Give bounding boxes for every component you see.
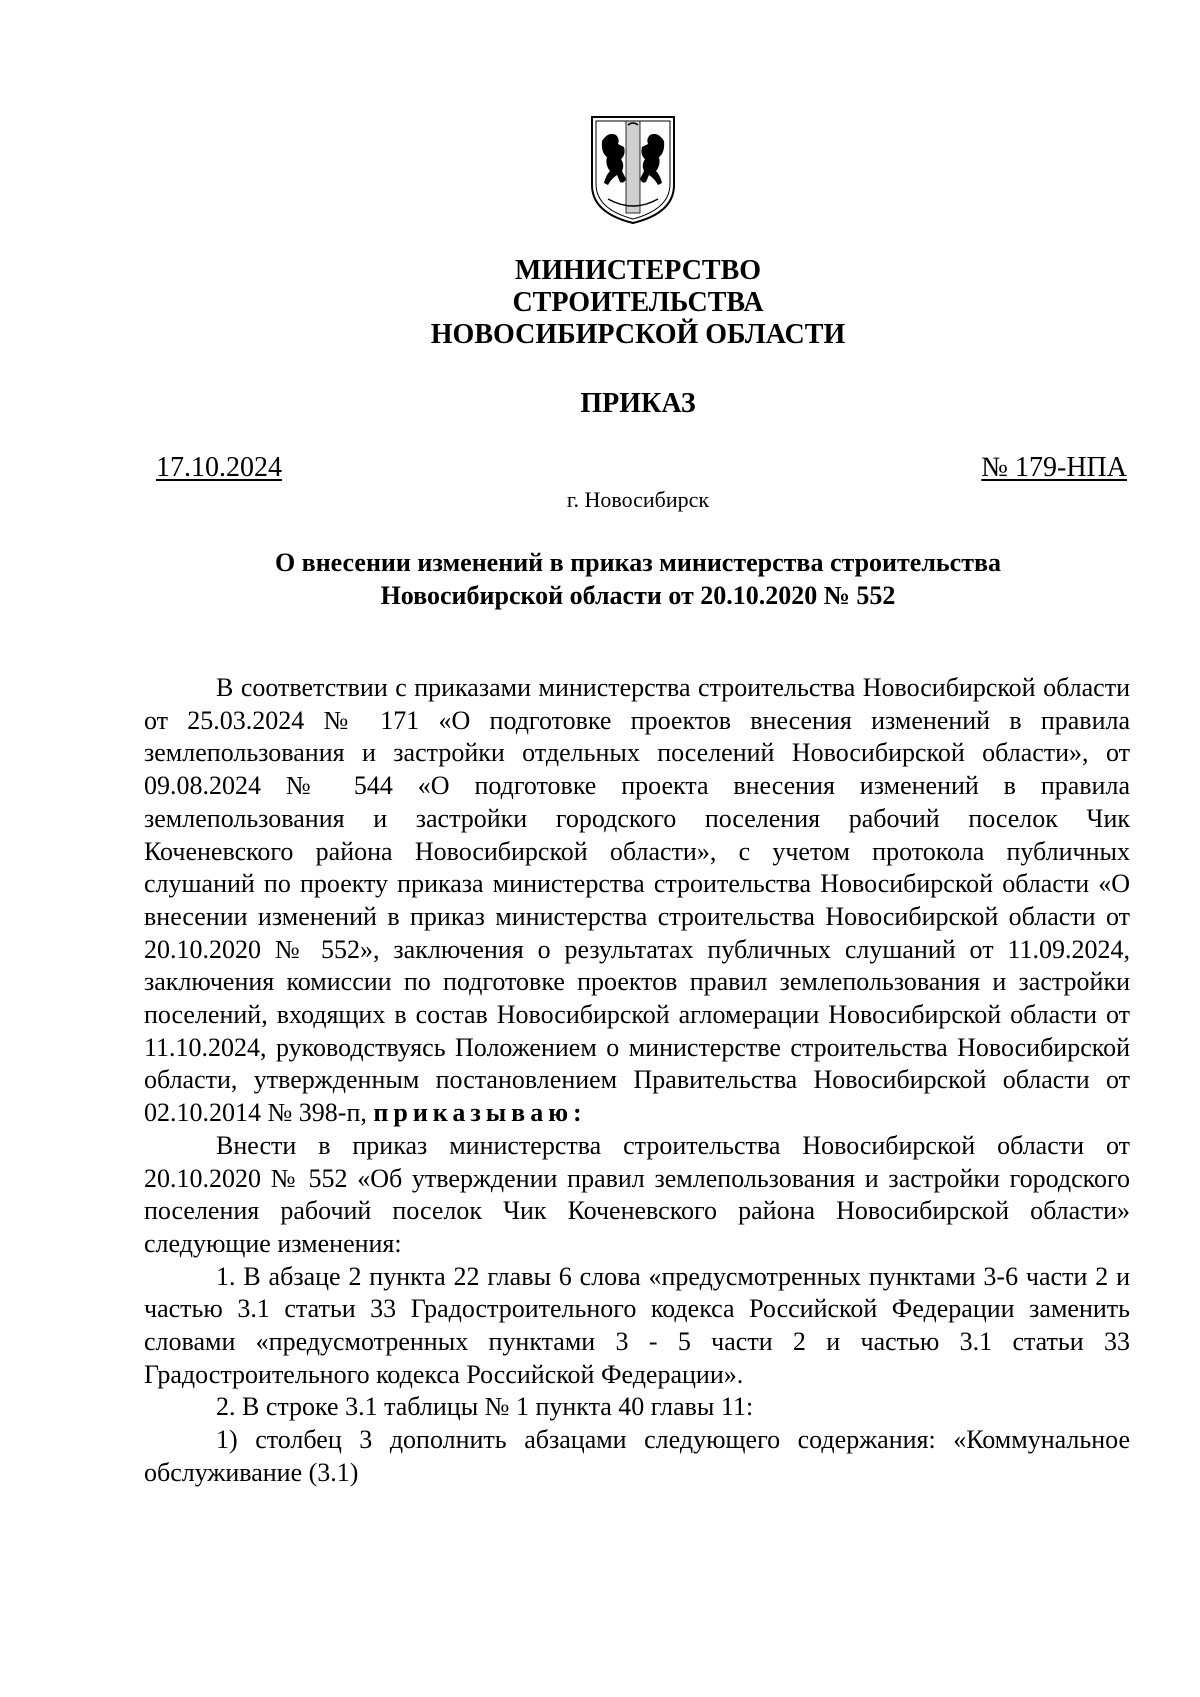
coat-of-arms-icon: [588, 113, 678, 225]
preamble-text: В соответствии с приказами министерства строительства Новосибирской области от 25.03.2024 № 171 «О подготовке проектов внесения изменений в правила землепользования и застройки отдельных поселений Новосибирской области», от 09.08.2024 № 544 «О подготовке проекта внесения изменений в правила землепользования и застройки городского поселения рабочий поселок Чик Коченевского района Новосибирской области», с учетом протокола публичных слушаний по проекту приказа министерства строительства Новосибирской области «О внесении изменений в приказ министерства строительства Новосибирской области от 20.10.2020 № 552», заключения о результатах публичных слушаний от 11.09.2024, заключения комиссии по подготовке проектов правил землепользования и застройки поселений, входящих в состав Новосибирской агломерации Новосибирской области от 11.10.2024, руководствуясь Положением о министерстве строительства Новосибирской области, утвержденным постановлением Правительства Новосибирской области от 02.10.2014 № 398-п,: [144, 673, 1130, 1128]
order-date: 17.10.2024: [156, 452, 282, 483]
amendment-item-2: 2. В строке 3.1 таблицы № 1 пункта 40 главы 11:: [216, 1392, 754, 1422]
order-subject: [0, 546, 1200, 612]
amendment-intro-paragraph: Внести в приказ министерства строительства Новосибирской области от 20.10.2020 № 552 «Об утверждении правил землепользования и застройки городского поселения рабочий поселок Чик Коченевского района Новосибирской области» следующие изменения:: [144, 1130, 1130, 1258]
ministry-line-3: НОВОСИБИРСКОЙ ОБЛАСТИ: [430, 319, 846, 350]
ministry-line-1: МИНИСТЕРСТВО: [514, 255, 762, 286]
subject-line-1: О внесении изменений в приказ министерства строительства: [274, 548, 1002, 577]
ministry-line-2: СТРОИТЕЛЬСТВА: [512, 287, 764, 318]
order-city: г. Новосибирск: [566, 487, 710, 512]
order-title: ПРИКАЗ: [580, 388, 696, 419]
subject-line-2: Новосибирской области от 20.10.2020 № 552: [380, 581, 896, 610]
amendment-item-1: 1. В абзаце 2 пункта 22 главы 6 слова «предусмотренных пунктами 3-6 части 2 и частью 3.1 статьи 33 Градостроительного кодекса Российской Федерации заменить словами «предусмотренных пунктами 3 - 5 части 2 и частью 3.1 статьи 33 Градостроительного кодекса Российской Федерации».: [144, 1261, 1130, 1389]
order-number: № 179-НПА: [981, 452, 1127, 483]
ministry-name: [0, 255, 1200, 351]
amendment-item-2-sub-1: 1) столбец 3 дополнить абзацами следующего содержания: «Коммунальное обслуживание (3.1): [144, 1425, 1130, 1487]
order-body: [144, 672, 1130, 1490]
preamble-paragraph: [144, 672, 1130, 1130]
decree-word: приказываю:: [373, 1098, 587, 1128]
